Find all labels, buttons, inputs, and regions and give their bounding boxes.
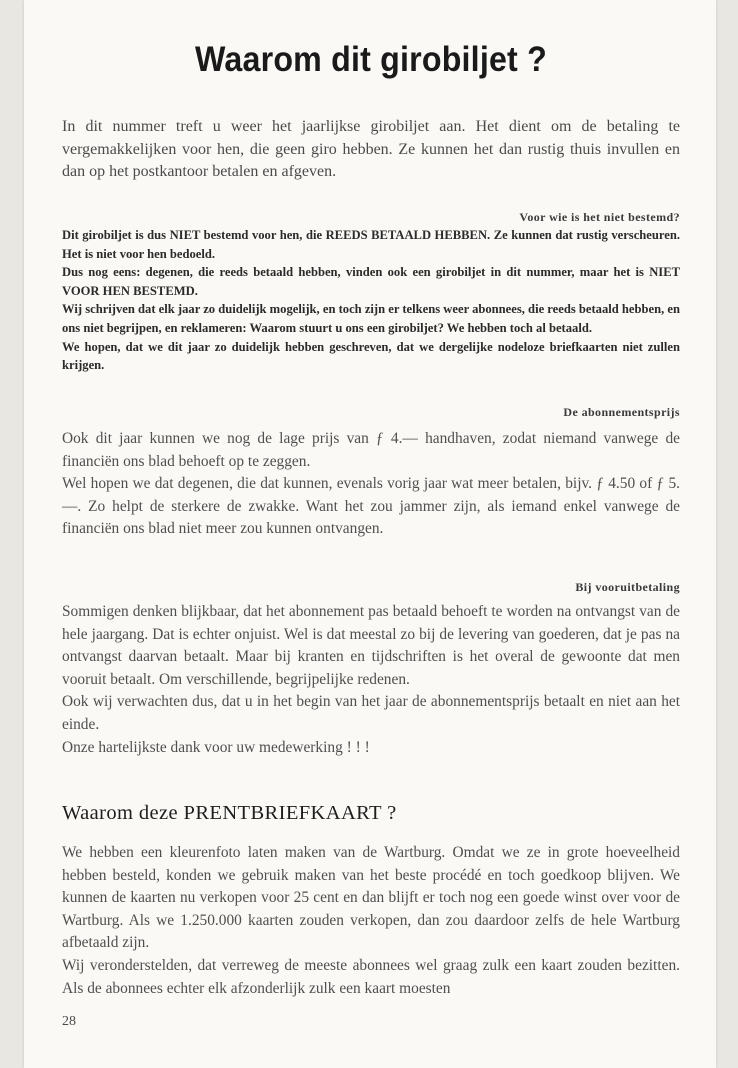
page-number: 28 [62, 1014, 76, 1029]
page [24, 0, 716, 1068]
intro-paragraph: In dit nummer treft u weer het jaarlijkse girobiljet aan. Het dient om de betaling te vergemakkelijken voor hen, die geen giro hebben. Ze kunnen het dan rustig thuis invullen en dan op het postkantoor betalen en afgeven. [62, 118, 680, 180]
section-heading-voor-wie: Voor wie is het niet bestemd? [519, 210, 680, 224]
paragraph: Ook dit jaar kunnen we nog de lage prijs van ƒ 4.— handhaven, zodat niemand vanwege de financiën ons blad behoeft op te zeggen. [62, 430, 680, 470]
paragraph: Sommigen denken blijkbaar, dat het abonnement pas betaald behoeft te worden na ontvangst van de hele jaargang. Dat is echter onjuist. Wel is dat meestal zo bij de levering van goederen, dat je pas na ontvangst daarvan betaalt. Maar bij kranten en tijdschriften is het overal de gewoonte dat men vooruit betaalt. Om verschillende, begrijpelijke redenen. [62, 603, 680, 688]
paragraph: We hopen, dat we dit jaar zo duidelijk hebben geschreven, dat we dergelijke nodeloze briefkaarten niet zullen krijgen. [62, 339, 680, 373]
paragraph: Dit girobiljet is dus NIET bestemd voor hen, die REEDS BETAALD HEBBEN. Ze kunnen dat rustig verscheuren. Het is niet voor hen bedoeld. [62, 228, 680, 261]
section-voor-wie [62, 226, 680, 375]
section-title-prentbriefkaart: Waarom deze PRENTBRIEFKAART ? [62, 802, 397, 824]
paragraph: Wel hopen we dat degenen, die dat kunnen, evenals vorig jaar wat meer betalen, bijv. ƒ 4.50 of ƒ 5.—. Zo helpt de sterkere de zwakke. Want het zou jammer zijn, als iemand enkel vanwege de financiën ons blad niet meer zou kunnen ontvangen. [62, 475, 680, 538]
paragraph: Ook wij verwachten dus, dat u in het begin van het jaar de abonnementsprijs betaalt en niet aan het einde. [62, 693, 680, 733]
section-heading-vooruitbetaling: Bij vooruitbetaling [575, 580, 680, 594]
paragraph: Dus nog eens: degenen, die reeds betaald hebben, vinden ook een girobiljet in dit nummer, maar het is NIET VOOR HEN BESTEMD. [62, 265, 680, 298]
section-heading-abonnementsprijs: De abonnementsprijs [563, 405, 680, 419]
paragraph: Wij veronderstelden, dat verreweg de meeste abonnees wel graag zulk een kaart zouden bezitten. Als de abonnees echter elk afzonderlijk zulk een kaart moesten [62, 956, 680, 997]
section-abonnementsprijs [62, 428, 680, 541]
section-prentbriefkaart [62, 842, 680, 1000]
paragraph: Wij schrijven dat elk jaar zo duidelijk mogelijk, en toch zijn er telkens weer abonnees, die reeds betaald hebben, en ons niet begrijpen, en reklameren: Waarom stuurt u ons een girobiljet? We hebben toch al betaald. [62, 302, 681, 335]
section-vooruitbetaling [62, 601, 680, 759]
paragraph: We hebben een kleurenfoto laten maken van de Wartburg. Omdat we ze in grote hoeveelheid hebben besteld, konden we gebruik maken van het beste procédé en toch goedkoop blijven. We kunnen de kaarten nu verkopen voor 25 cent en dan blijft er toch nog een goede winst over voor de Wartburg. Als we 1.250.000 kaarten zouden verkopen, dan zou daardoor zelfs de hele Wartburg afbetaald zijn. [62, 844, 680, 952]
paragraph: Onze hartelijkste dank voor uw medewerking ! ! ! [62, 738, 370, 756]
page-title: Waarom dit girobiljet ? [195, 40, 547, 79]
